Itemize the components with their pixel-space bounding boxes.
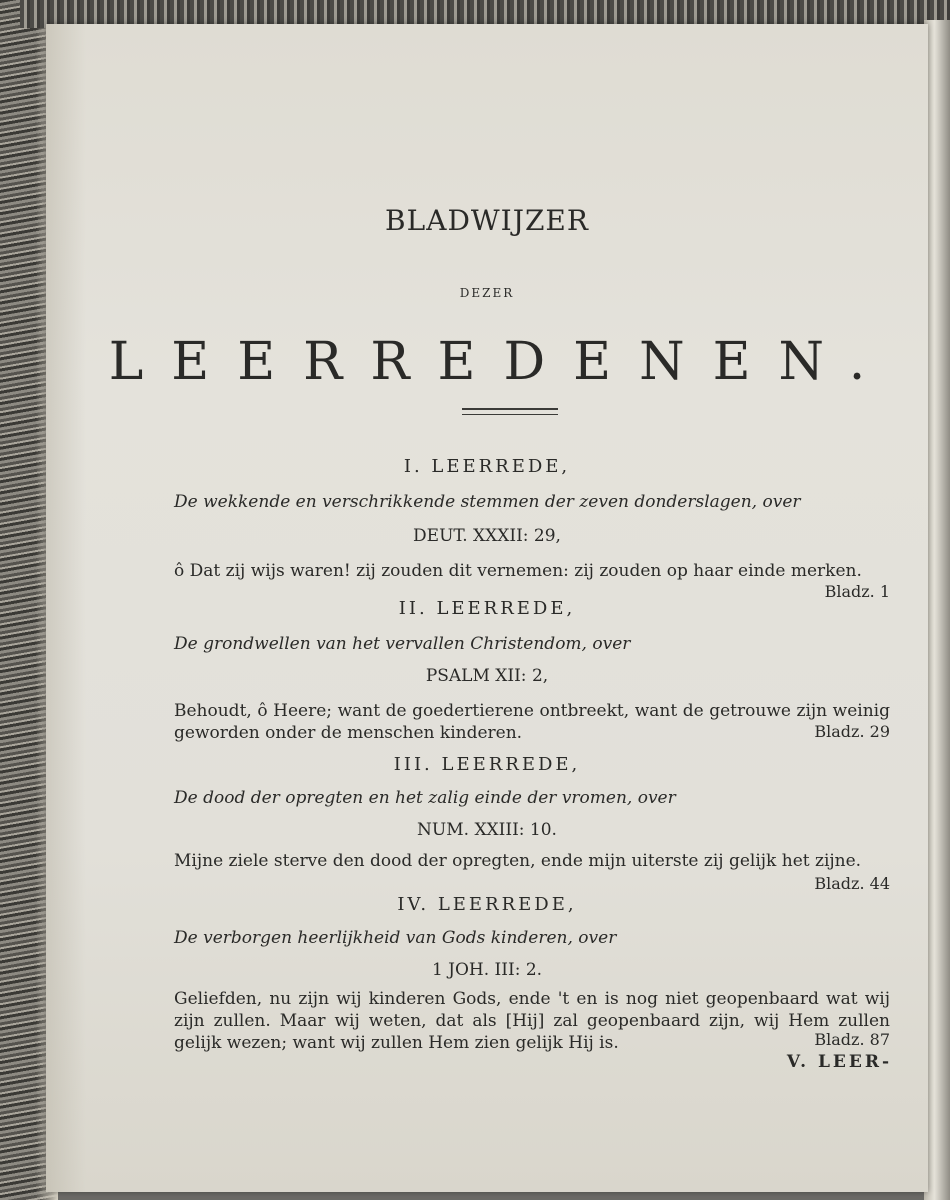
section-verse: ô Dat zij wijs waren! zij zouden dit vernemen: zij zouden op haar einde merken.	[174, 561, 862, 581]
catchword: V. LEER-	[786, 1052, 892, 1072]
section-topic: De grondwellen van het vervallen Christendom, over	[174, 634, 631, 654]
ornamental-rule	[462, 408, 558, 415]
section-verse: Geliefden, nu zijn wij kinderen Gods, ende 't en is nog niet geopenbaard wat wij zijn zullen. Maar wij weten, dat als [Hij] zal geopenbaard zijn, wij Hem zullen gelijk wezen; want wij zullen Hem zien gelijk Hij is.	[174, 989, 890, 1053]
section-topic: De verborgen heerlijkheid van Gods kinderen, over	[174, 928, 617, 948]
section-topic: De wekkende en verschrikkende stemmen der zeven donderslagen, over	[174, 492, 801, 512]
section-page-ref: Bladz. 87	[814, 1030, 890, 1049]
page-subtitle: DEZER	[459, 286, 515, 300]
section-page-ref: Bladz. 1	[824, 582, 890, 601]
section-reference: NUM. XXIII: 10.	[417, 820, 557, 840]
section-reference: DEUT. XXXII: 29,	[413, 526, 561, 546]
section-page-ref: Bladz. 29	[814, 722, 890, 741]
section-topic: De dood der opregten en het zalig einde der vromen, over	[174, 788, 676, 808]
section-verse: Mijne ziele sterve den dood der opregten, ende mijn uiterste zij gelijk het zijne.	[174, 851, 862, 871]
section-reference: 1 JOH. III: 2.	[431, 960, 543, 980]
page-main-heading: LEERREDENEN.	[108, 332, 894, 392]
section-page-ref: Bladz. 44	[814, 874, 890, 893]
section-number: I. LEERREDE,	[403, 456, 571, 477]
section-number: II. LEERREDE,	[398, 598, 576, 619]
section-reference: PSALM XII: 2,	[425, 666, 549, 686]
section-number: IV. LEERREDE,	[397, 894, 577, 915]
section-number: III. LEERREDE,	[393, 754, 581, 775]
page-title: BLADWIJZER	[385, 204, 589, 237]
section-verse: Behoudt, ô Heere; want de goedertierene ontbreekt, want de getrouwe zijn weinig geworden onder de menschen kinderen.	[174, 701, 890, 743]
book-page	[46, 24, 928, 1192]
